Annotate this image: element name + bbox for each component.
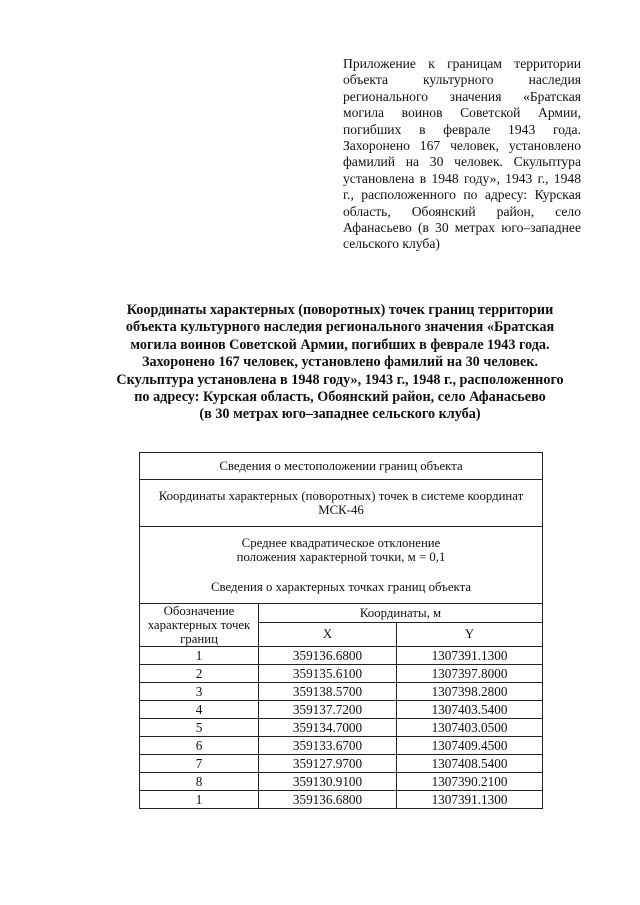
x-coordinate-cell: 359137.7200 — [259, 701, 397, 719]
table-header-row — [140, 480, 543, 527]
table-row — [140, 755, 543, 773]
title-line: (в 30 метрах юго–западнее сельского клуба) — [199, 406, 481, 423]
point-cell: 5 — [140, 719, 259, 737]
point-cell: 6 — [140, 737, 259, 755]
y-header-cell: Y — [397, 622, 543, 646]
table-row — [140, 791, 543, 809]
point-cell: 7 — [140, 755, 259, 773]
table-header-row — [140, 527, 543, 604]
coordinate-system-cell: Координаты характерных (поворотных) точек в системе координат МСК-46 — [140, 480, 543, 527]
x-coordinate-cell: 359136.6800 — [259, 647, 397, 665]
x-coordinate-cell: 359138.5700 — [259, 683, 397, 701]
deviation-cell — [140, 527, 543, 604]
location-header-cell: Сведения о местоположении границ объекта — [140, 453, 543, 480]
deviation-line: Среднее квадратическое отклонение — [241, 536, 441, 550]
title-line: Скульптура установлена в 1948 году», 1943 г., 1948 г., расположенного — [116, 371, 564, 388]
x-coordinate-cell: 359133.6700 — [259, 737, 397, 755]
x-header-cell: X — [259, 622, 397, 646]
y-coordinate-cell: 1307403.5400 — [397, 701, 543, 719]
designation-header-cell: Обозначение характерных точек границ — [140, 604, 259, 647]
y-coordinate-cell: 1307390.2100 — [397, 773, 543, 791]
table-row — [140, 701, 543, 719]
x-coordinate-cell: 359135.6100 — [259, 665, 397, 683]
table-row — [140, 665, 543, 683]
title-line: объекта культурного наследия регионального значения «Братская — [125, 319, 555, 336]
point-cell: 3 — [140, 683, 259, 701]
y-coordinate-cell: 1307397.8000 — [397, 665, 543, 683]
y-coordinate-cell: 1307398.2800 — [397, 683, 543, 701]
table-row — [140, 737, 543, 755]
y-coordinate-cell: 1307403.0500 — [397, 719, 543, 737]
point-cell: 1 — [140, 647, 259, 665]
coordinates-header-cell: Координаты, м — [259, 604, 543, 623]
x-coordinate-cell: 359136.6800 — [259, 791, 397, 809]
title-line: Координаты характерных (поворотных) точек границ территории — [126, 302, 554, 318]
deviation-line: положения характерной точки, м = 0,1 — [236, 550, 446, 564]
y-coordinate-cell: 1307409.4500 — [397, 737, 543, 755]
x-coordinate-cell: 359127.9700 — [259, 755, 397, 773]
title-line: могила воинов Советской Армии, погибших в феврале 1943 года. — [130, 336, 550, 353]
title-line: Захоронено 167 человек, установлено фамилий на 30 человек. — [141, 354, 539, 371]
point-cell: 4 — [140, 701, 259, 719]
points-info-text: Сведения о характерных точках границ объекта — [211, 580, 471, 594]
appendix-note: Приложение к границам территории объекта культурного наследия регионального значения «Братская могила воинов Советской Армии, погибших в феврале 1943 года. Захоронено 167 человек, установлено фамилий на 30 человек. Скульптура установлена в 1948 году», 1943 г., 1948 г., расположенного по адресу: Курская область, Обоянский район, село Афанасьево (в 30 метрах юго–западнее сельского клуба) — [343, 56, 581, 252]
coordinates-table — [139, 452, 543, 809]
point-cell: 1 — [140, 791, 259, 809]
x-coordinate-cell: 359134.7000 — [259, 719, 397, 737]
table-header-row — [140, 453, 543, 480]
y-coordinate-cell: 1307391.1300 — [397, 647, 543, 665]
x-coordinate-cell: 359130.9100 — [259, 773, 397, 791]
table-row — [140, 719, 543, 737]
y-coordinate-cell: 1307391.1300 — [397, 791, 543, 809]
table-row — [140, 683, 543, 701]
point-cell: 2 — [140, 665, 259, 683]
table-row — [140, 773, 543, 791]
point-cell: 8 — [140, 773, 259, 791]
title-line: по адресу: Курская область, Обоянский район, село Афанасьево — [134, 389, 546, 406]
y-coordinate-cell: 1307408.5400 — [397, 755, 543, 773]
document-title — [92, 302, 588, 424]
table-row — [140, 647, 543, 665]
table-header-row — [140, 604, 543, 623]
